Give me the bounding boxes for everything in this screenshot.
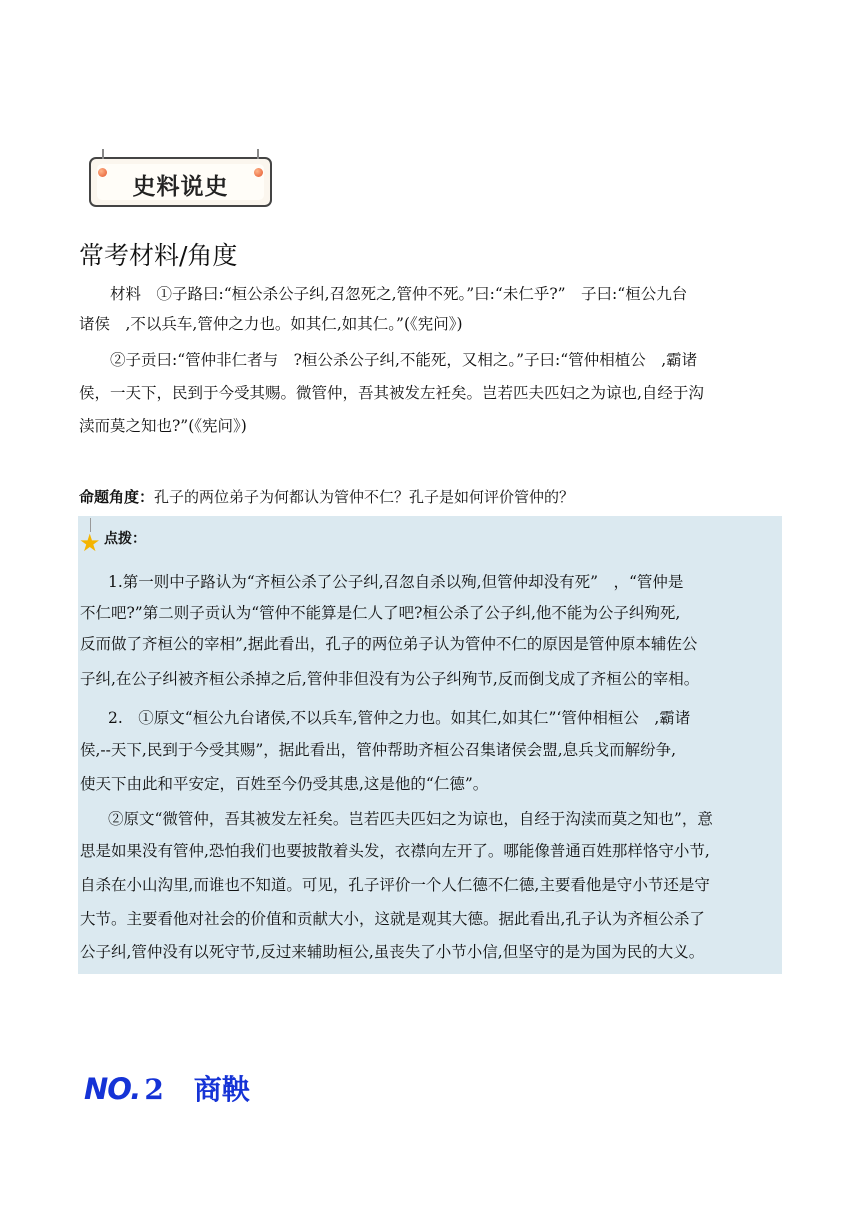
star-icon: ★ xyxy=(79,529,101,557)
material-line: 材料 ①子路曰:“桓公杀公子纠,召忽死之,管仲不死。”曰:“未仁乎?” 子曰:“桓公九台 xyxy=(110,285,688,303)
tip-line: 2. ①原文“桓公九台诸侯,不以兵车,管仲之力也。如其仁,如其仁”‘管仲相桓公 ,霸诸 xyxy=(108,709,691,727)
tip-line: ②原文“微管仲，吾其被发左衽矣。岂若匹夫匹妇之为谅也，自经于沟渎而莫之知也”，意 xyxy=(108,810,713,828)
section-title: 商鞅 xyxy=(193,1073,250,1106)
tip-line: 自杀在小山沟里,而谁也不知道。可见，孔子评价一个人仁德不仁德,主要看他是守小节还是守 xyxy=(80,876,710,894)
tip-line: 思是如果没有管仲,恐怕我们也要披散着头发，衣襟向左开了。哪能像普通百姓那样恪守小节, xyxy=(80,842,710,860)
pin-string-right xyxy=(257,149,259,159)
tip-label: 点拨： xyxy=(104,531,146,547)
pin-string-left xyxy=(102,149,104,159)
material-line: ②子贡曰:“管仲非仁者与 ?桓公杀公子纠,不能死，又相之。”子曰:“管仲相植公 ,霸诸 xyxy=(110,351,698,369)
question xyxy=(79,486,574,507)
section-banner xyxy=(89,157,272,207)
tip-line: 侯,--天下,民到于今受其赐”，据此看出，管仲帮助齐桓公召集诸侯会盟,息兵戈而解纷争, xyxy=(80,741,677,759)
tip-box xyxy=(78,516,782,974)
section-number-label: NO. xyxy=(84,1072,141,1106)
tip-line: 子纠,在公子纠被齐桓公杀掉之后,管仲非但没有为公子纠殉节,反而倒戈成了齐桓公的宰相。 xyxy=(80,670,700,688)
tip-line: 公子纠,管仲没有以死守节,反过来辅助桓公,虽丧失了小节小信,但坚守的是为国为民的大义。 xyxy=(80,943,705,961)
material-line: 渎而莫之知也?”(《宪问》) xyxy=(79,417,247,435)
tip-line: 不仁吧?”第二则子贡认为“管仲不能算是仁人了吧?桓公杀了公子纠,他不能为公子纠殉死, xyxy=(80,604,681,622)
tip-line: 使天下由此和平安定，百姓至今仍受其患,这是他的“仁德”。 xyxy=(80,775,489,793)
tip-line: 1.第一则中子路认为“齐桓公杀了公子纠,召忽自杀以殉,但管仲却没有死” ，“管仲是 xyxy=(108,573,684,591)
material-line: 诸侯 ,不以兵车,管仲之力也。如其仁,如其仁。”(《宪问》) xyxy=(79,315,463,333)
section-heading: 常考材料/角度 xyxy=(79,241,238,270)
next-section-heading xyxy=(84,1068,250,1108)
tip-line: 大节。主要看他对社会的价值和贡献大小，这就是观其大德。据此看出,孔子认为齐桓公杀了 xyxy=(80,910,705,928)
section-number: 2 xyxy=(144,1073,164,1106)
banner-title: 史料说史 xyxy=(132,174,229,200)
tip-line: 反而做了齐桓公的宰相”,据此看出，孔子的两位弟子认为管仲不仁的原因是管仲原本辅佐公 xyxy=(80,635,698,653)
question-text: 孔子的两位弟子为何都认为管仲不仁？孔子是如何评价管仲的？ xyxy=(154,488,575,506)
question-label: 命题角度： xyxy=(79,488,155,506)
material-line: 侯，一天下，民到于今受其赐。微管仲，吾其被发左衽矣。岂若匹夫匹妇之为谅也,自经于沟 xyxy=(79,384,704,402)
